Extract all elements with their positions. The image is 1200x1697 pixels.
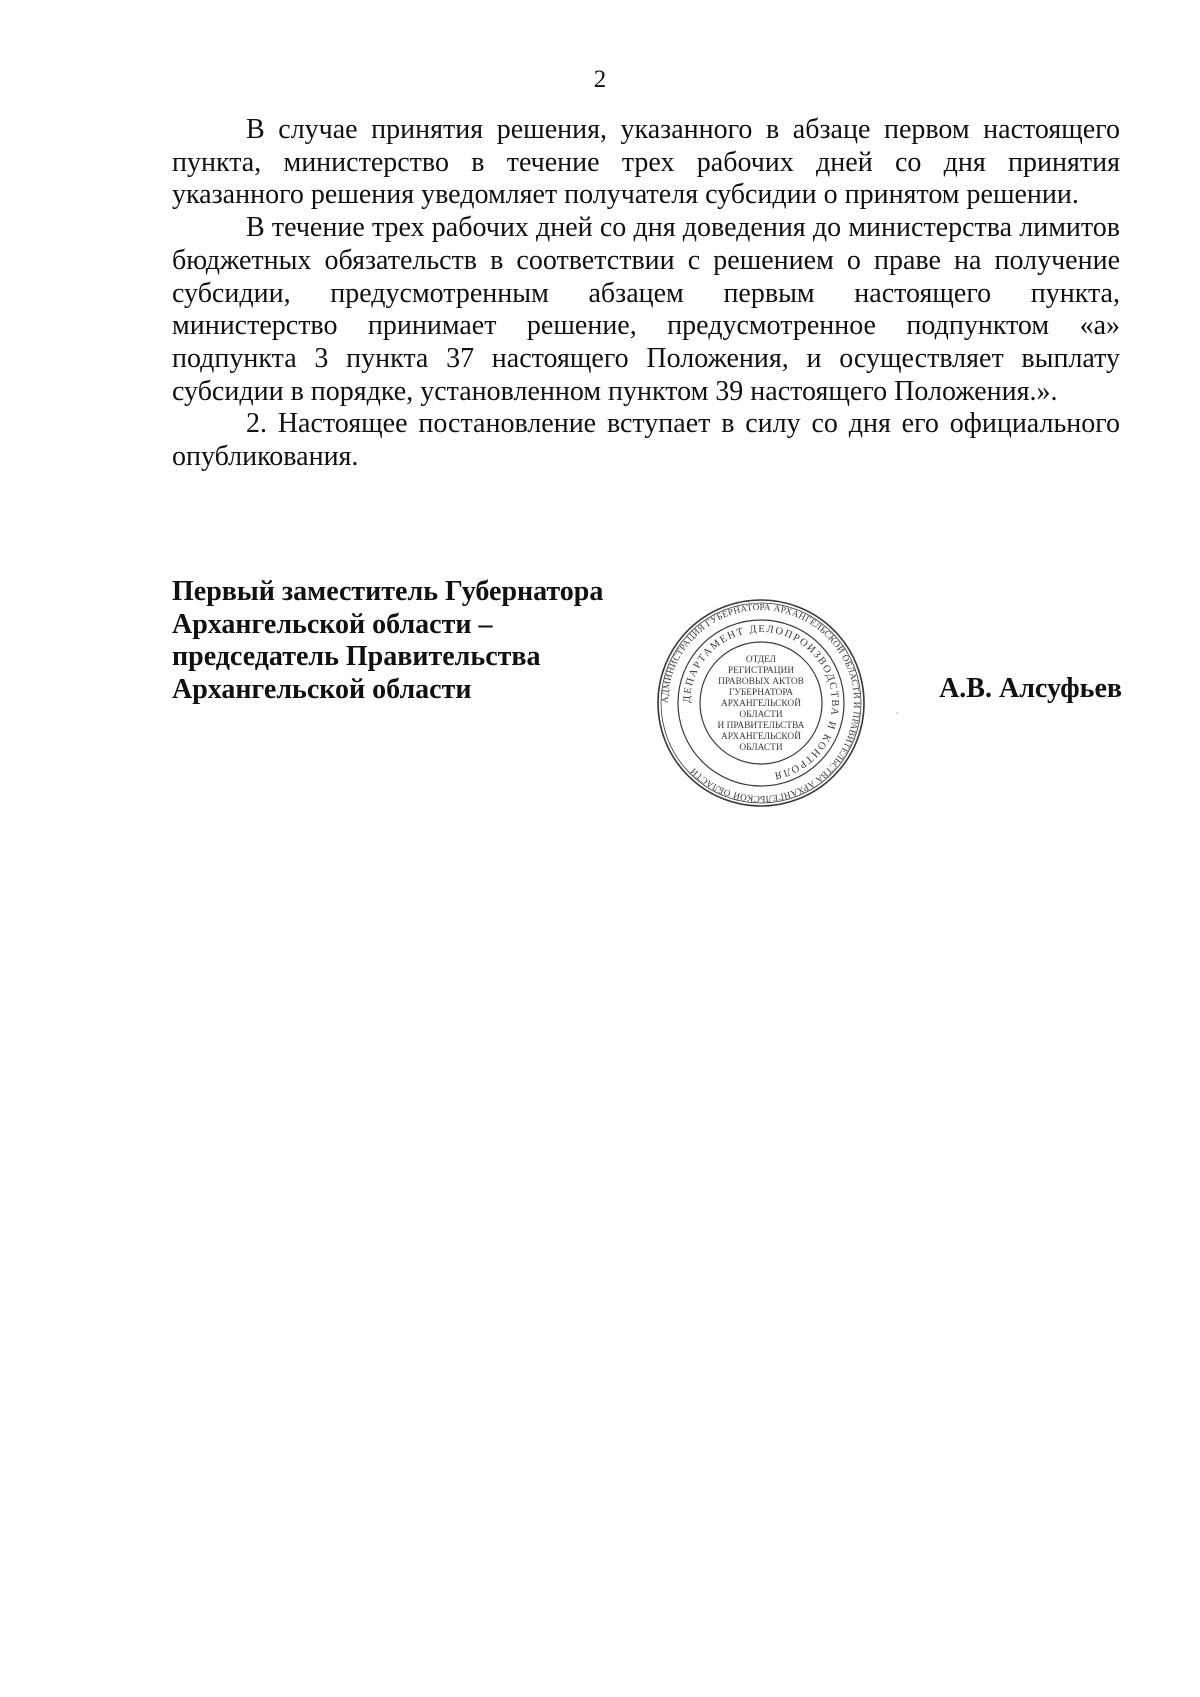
seal-center-line: И ПРАВИТЕЛЬСТВА xyxy=(717,721,805,731)
signatory-position-line: Архангельской области xyxy=(172,673,472,705)
seal-center-line: АРХАНГЕЛЬСКОЙ xyxy=(721,699,801,709)
page-number: 2 xyxy=(593,66,607,93)
seal-ring-text: ДЕПАРТАМЕНТ ДЕЛОПРОИЗВОДСТВА И КОНТРОЛЯ xyxy=(681,623,841,781)
seal-center-line: ГУБЕРНАТОРА xyxy=(728,688,794,698)
seal-graphic xyxy=(656,598,866,808)
paragraph: В течение трех рабочих дней со дня доведения до министерства лимитов бюджетных обязательств в соответствии с решением о праве на получение субсидии, предусмотренным абзацем первым настоящего пункта, министерство принимает решение, предусмотренное подпунктом «а» подпункта 3 пункта 37 настоящего Положения, и осуществляет выплату субсидии в порядке, установленном пунктом 39 настоящего Положения.». xyxy=(172,212,1120,407)
signatory-name: А.В. Алсуфьев xyxy=(939,673,1122,704)
signatory-position-line: Первый заместитель Губернатора xyxy=(172,576,604,607)
seal-center-line: ПРАВОВЫХ АКТОВ xyxy=(718,677,804,687)
official-seal xyxy=(656,598,866,808)
seal-center-line: ОБЛАСТИ xyxy=(739,743,783,753)
signatory-position xyxy=(172,576,603,706)
seal-center-line: АРХАНГЕЛЬСКОЙ xyxy=(721,732,801,742)
seal-outer-text: АДМИНИСТРАЦИЯ ГУБЕРНАТОРА АРХАНГЕЛЬСКОЙ ОБЛАСТИ И ПРАВИТЕЛЬСТВА АРХАНГЕЛЬСКОЙ ОБЛАСТИ xyxy=(659,601,863,805)
seal-center-line: РЕГИСТРАЦИИ xyxy=(727,666,795,676)
document-body xyxy=(172,114,1120,474)
scan-mark xyxy=(896,712,898,714)
signatory-position-line: Архангельской области – xyxy=(172,608,493,640)
seal-center-line: ОБЛАСТИ xyxy=(739,710,783,720)
seal-center-text xyxy=(718,655,805,753)
paragraph: В случае принятия решения, указанного в абзаце первом настоящего пункта, министерство в течение трех рабочих дней со дня принятия указанного решения уведомляет получателя субсидии о принятом решении. xyxy=(172,114,1120,211)
seal-center-line: ОТДЕЛ xyxy=(745,655,777,665)
paragraph: 2. Настоящее постановление вступает в силу со дня его официального опубликования. xyxy=(172,408,1120,473)
signatory-position-line: председатель Правительства xyxy=(172,641,541,672)
